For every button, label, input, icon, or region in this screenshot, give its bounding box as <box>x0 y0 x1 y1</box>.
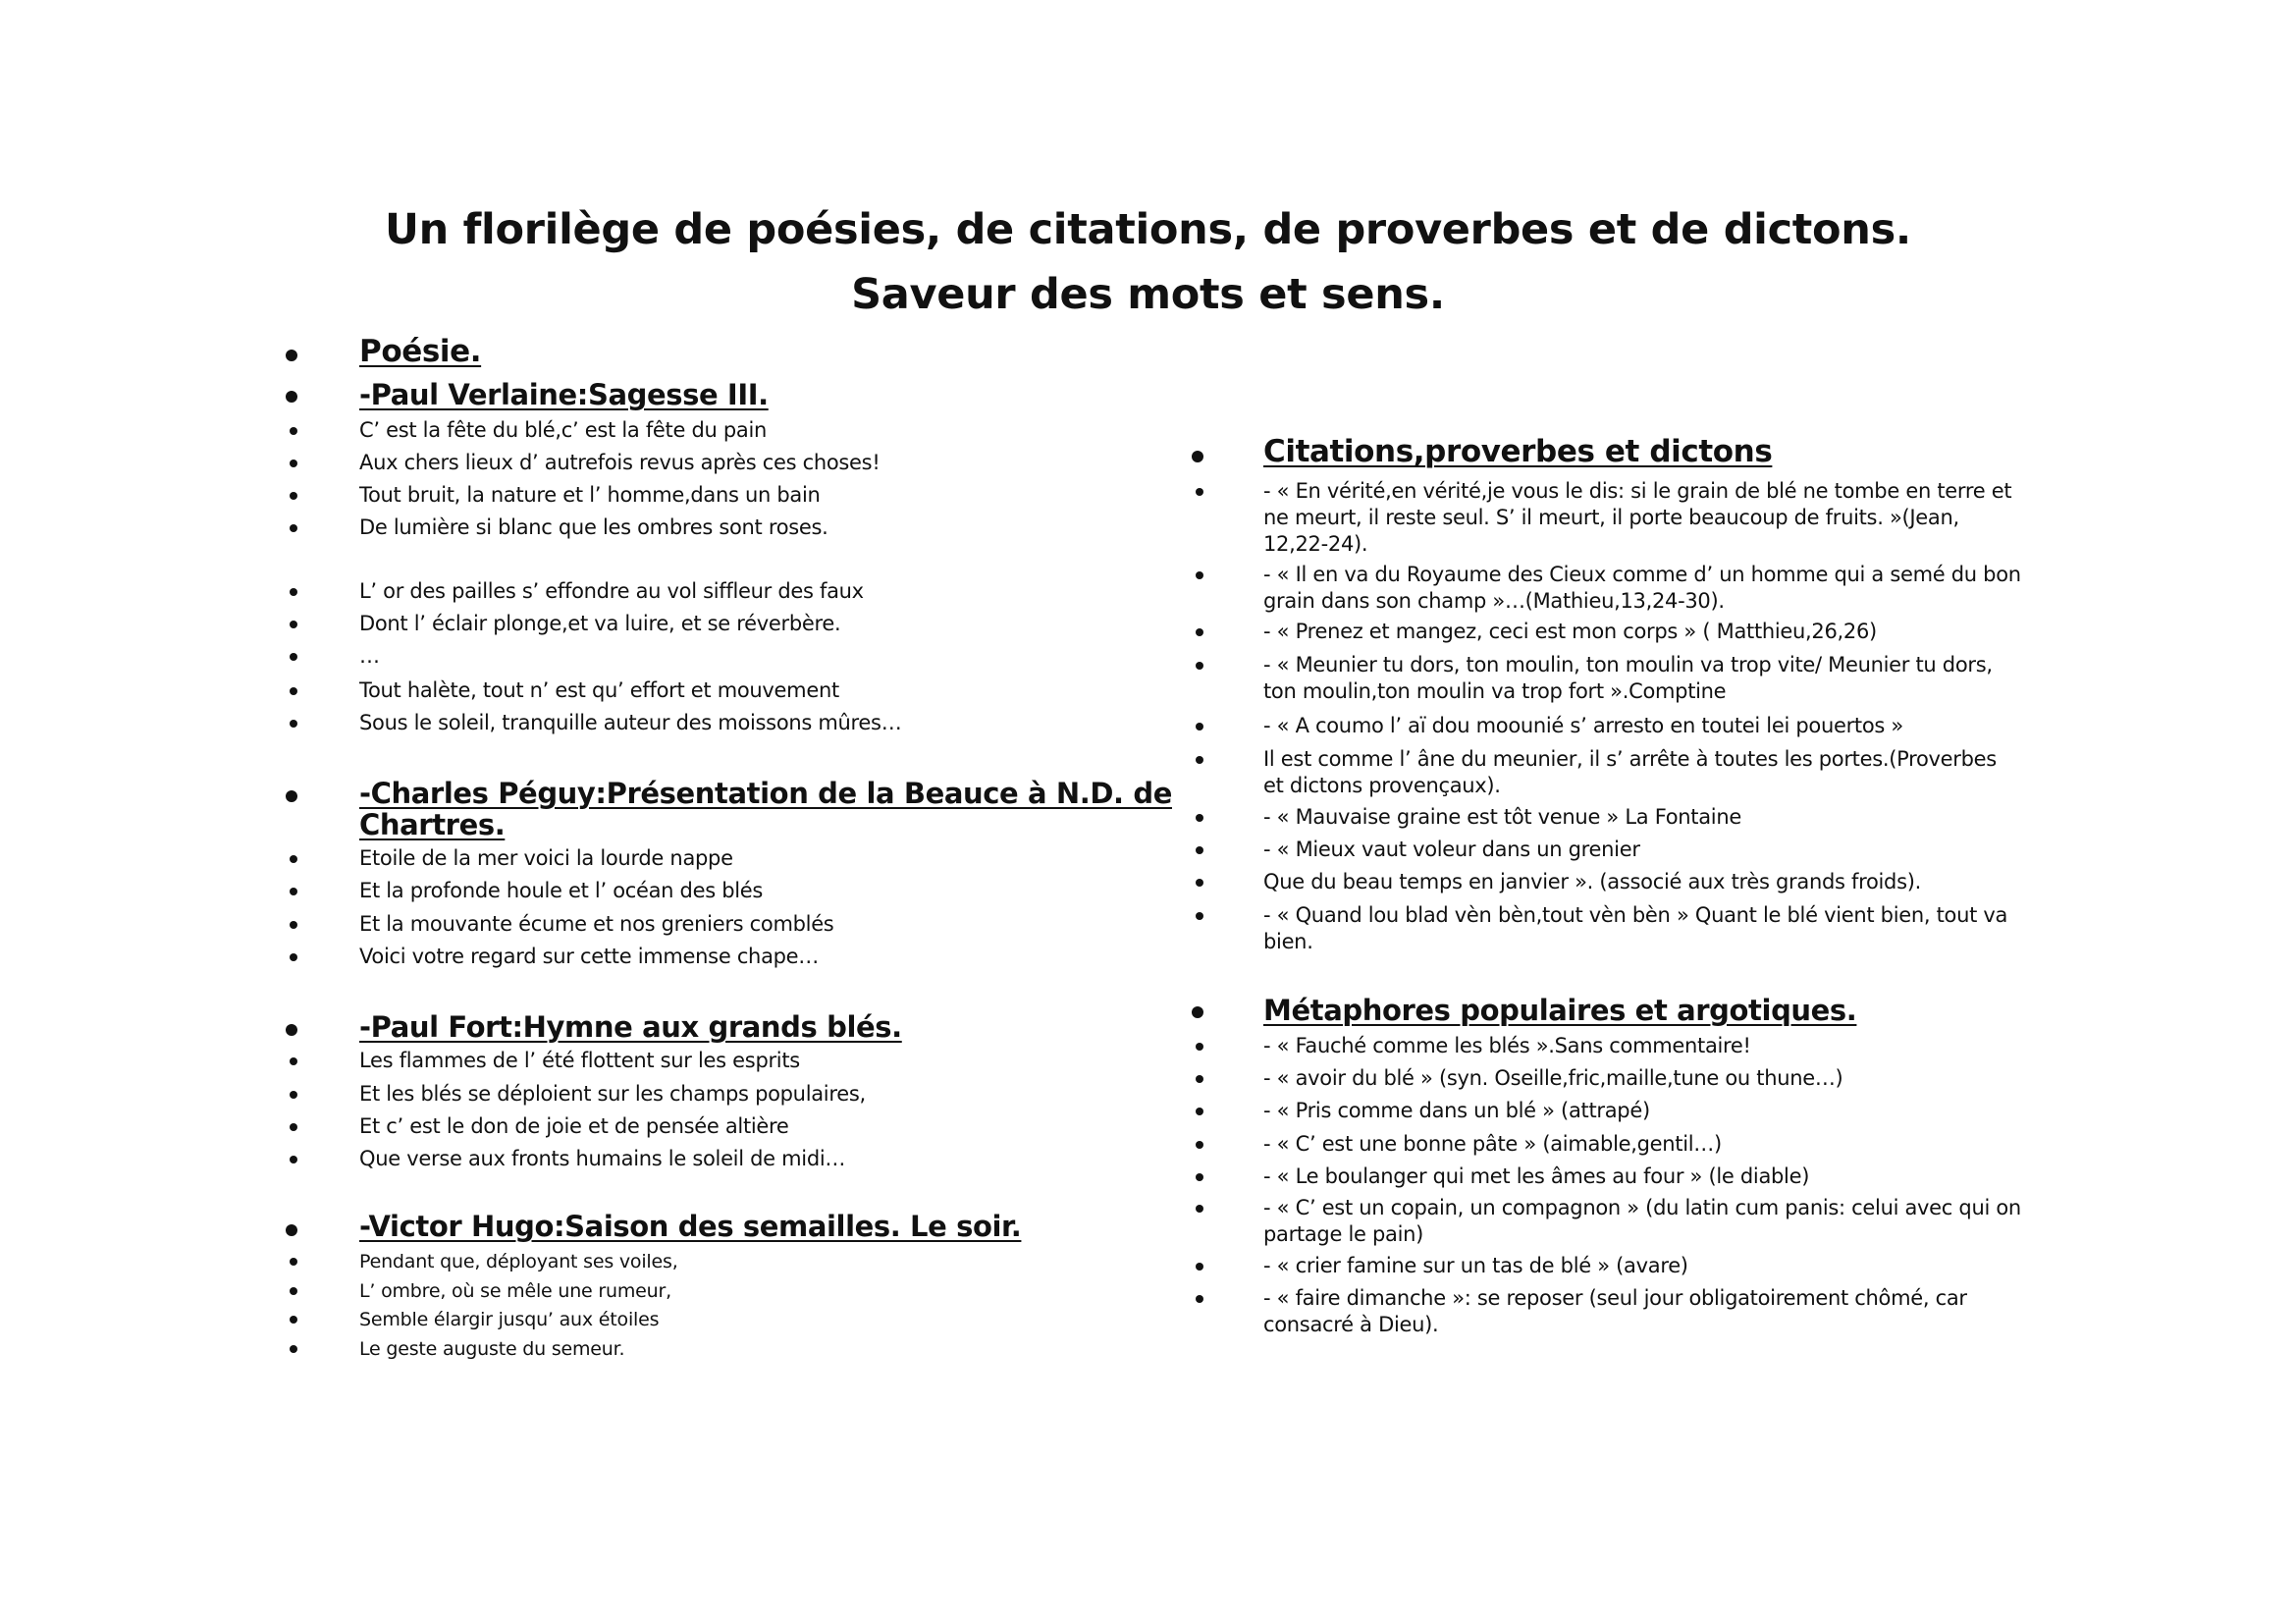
section-heading-citations: Citations,proverbes et dictons <box>1263 434 1773 469</box>
list-bullet <box>290 1123 297 1131</box>
list-bullet <box>290 1316 297 1324</box>
list-bullet <box>1196 1295 1203 1303</box>
poem-heading-hugo: -Victor Hugo:Saison des semailles. Le soir. <box>359 1210 1022 1243</box>
list-bullet <box>290 720 297 728</box>
citation-line: Il est comme l’ âne du meunier, il s’ arrête à toutes les portes.(Proverbes <box>1263 747 1997 771</box>
citation-line: - « En vérité,en vérité,je vous le dis: si le grain de blé ne tombe en terre et <box>1263 479 2012 503</box>
list-bullet <box>286 1224 297 1236</box>
list-bullet <box>1196 1141 1203 1149</box>
section-heading-metaphores: Métaphores populaires et argotiques. <box>1263 994 1857 1027</box>
poem-line: Et la mouvante écume et nos greniers comblés <box>359 912 834 936</box>
citation-line: ne meurt, il reste seul. S’ il meurt, il porte beaucoup de fruits. »(Jean, <box>1263 506 1959 529</box>
list-bullet <box>286 350 297 361</box>
page-subtitle: Saveur des mots et sens. <box>851 270 1445 319</box>
metaphor-line: partage le pain) <box>1263 1222 1424 1246</box>
list-bullet <box>1192 451 1203 462</box>
poem-line: Et c’ est le don de joie et de pensée altière <box>359 1114 789 1138</box>
poem-line: Sous le soleil, tranquille auteur des moissons mûres… <box>359 711 902 734</box>
poem-line: Aux chers lieux d’ autrefois revus après ces choses! <box>359 451 881 474</box>
poem-line: Tout halète, tout n’ est qu’ effort et mouvement <box>359 678 839 702</box>
list-bullet <box>286 1024 297 1036</box>
poem-line: De lumière si blanc que les ombres sont roses. <box>359 515 828 539</box>
list-bullet <box>290 855 297 863</box>
list-bullet <box>1196 1043 1203 1051</box>
metaphor-line: consacré à Dieu). <box>1263 1313 1439 1336</box>
poem-line: … <box>359 644 380 668</box>
section-heading-poesie: Poésie. <box>359 334 482 369</box>
metaphor-line: - « Le boulanger qui met les âmes au four » (le diable) <box>1263 1164 1810 1188</box>
poem-line: Semble élargir jusqu’ aux étoiles <box>359 1309 660 1330</box>
metaphor-line: - « faire dimanche »: se reposer (seul jour obligatoirement chômé, car <box>1263 1286 1967 1310</box>
list-bullet <box>290 1057 297 1065</box>
list-bullet <box>1196 1075 1203 1083</box>
metaphor-line: - « Fauché comme les blés ».Sans commentaire! <box>1263 1034 1751 1057</box>
citation-line: - « A coumo l’ aï dou moounié s’ arresto en toutei lei pouertos » <box>1263 714 1903 737</box>
poem-line: Le geste auguste du semeur. <box>359 1338 625 1360</box>
citation-line: - « Il en va du Royaume des Cieux comme d’ un homme qui a semé du bon <box>1263 563 2021 586</box>
poem-line: Pendant que, déployant ses voiles, <box>359 1251 678 1272</box>
metaphor-line: - « C’ est un copain, un compagnon » (du latin cum panis: celui avec qui on <box>1263 1196 2021 1219</box>
list-bullet <box>290 460 297 467</box>
metaphor-line: - « crier famine sur un tas de blé » (avare) <box>1263 1254 1688 1277</box>
list-bullet <box>1196 571 1203 579</box>
citation-line: - « Mieux vaut voleur dans un grenier <box>1263 838 1640 861</box>
list-bullet <box>1192 1006 1203 1018</box>
citation-line: Que du beau temps en janvier ». (associé aux très grands froids). <box>1263 870 1921 893</box>
poem-line: Voici votre regard sur cette immense chape… <box>359 945 819 968</box>
list-bullet <box>1196 814 1203 822</box>
list-bullet <box>1196 628 1203 636</box>
poem-line: Les flammes de l’ été flottent sur les esprits <box>359 1049 800 1072</box>
page-title: Un florilège de poésies, de citations, de proverbes et de dictons. <box>385 205 1911 254</box>
list-bullet <box>1196 1263 1203 1271</box>
list-bullet <box>290 687 297 695</box>
list-bullet <box>286 790 297 802</box>
citation-line: - « Meunier tu dors, ton moulin, ton moulin va trop vite/ Meunier tu dors, <box>1263 653 1993 676</box>
poem-heading-peguy-cont: Chartres. <box>359 808 506 841</box>
poem-line: C’ est la fête du blé,c’ est la fête du pain <box>359 418 768 442</box>
list-bullet <box>290 1287 297 1295</box>
metaphor-line: - « C’ est une bonne pâte » (aimable,gentil…) <box>1263 1132 1722 1156</box>
metaphor-line: - « Pris comme dans un blé » (attrapé) <box>1263 1099 1650 1122</box>
poem-heading-peguy: -Charles Péguy:Présentation de la Beauce à N.D. de <box>359 777 1172 810</box>
poem-heading-verlaine: -Paul Verlaine:Sagesse III. <box>359 378 769 411</box>
list-bullet <box>290 953 297 961</box>
citation-line: - « Prenez et mangez, ceci est mon corps » ( Matthieu,26,26) <box>1263 620 1877 643</box>
list-bullet <box>290 653 297 661</box>
list-bullet <box>290 492 297 500</box>
citation-line: - « Quand lou blad vèn bèn,tout vèn bèn » Quant le blé vient bien, tout va <box>1263 903 2008 927</box>
poem-heading-fort: -Paul Fort:Hymne aux grands blés. <box>359 1010 902 1044</box>
poem-line: L’ ombre, où se mêle une rumeur, <box>359 1280 671 1302</box>
poem-line: Que verse aux fronts humains le soleil de midi… <box>359 1147 846 1170</box>
list-bullet <box>290 1091 297 1099</box>
citation-line: et dictons provençaux). <box>1263 774 1501 797</box>
list-bullet <box>290 1258 297 1266</box>
list-bullet <box>290 921 297 929</box>
citation-line: 12,22-24). <box>1263 532 1368 556</box>
list-bullet <box>1196 879 1203 887</box>
list-bullet <box>290 1345 297 1353</box>
citation-line: grain dans son champ »…(Mathieu,13,24-30). <box>1263 589 1725 613</box>
poem-line: Et la profonde houle et l’ océan des blés <box>359 879 764 902</box>
poem-line: L’ or des pailles s’ effondre au vol siffleur des faux <box>359 579 864 603</box>
list-bullet <box>290 524 297 532</box>
list-bullet <box>1196 1108 1203 1115</box>
metaphor-line: - « avoir du blé » (syn. Oseille,fric,maille,tune ou thune…) <box>1263 1066 1843 1090</box>
list-bullet <box>1196 912 1203 920</box>
list-bullet <box>1196 756 1203 764</box>
list-bullet <box>290 588 297 596</box>
list-bullet <box>1196 846 1203 854</box>
citation-line: bien. <box>1263 930 1313 953</box>
poem-line: Et les blés se déploient sur les champs populaires, <box>359 1082 866 1106</box>
poem-line: Tout bruit, la nature et l’ homme,dans un bain <box>359 483 821 507</box>
list-bullet <box>1196 662 1203 670</box>
list-bullet <box>1196 723 1203 730</box>
list-bullet <box>290 888 297 895</box>
list-bullet <box>1196 1205 1203 1213</box>
list-bullet <box>290 427 297 435</box>
list-bullet <box>286 391 297 403</box>
list-bullet <box>1196 488 1203 496</box>
citation-line: ton moulin,ton moulin va trop fort ».Comptine <box>1263 679 1727 703</box>
poem-line: Dont l’ éclair plonge,et va luire, et se réverbère. <box>359 612 841 635</box>
list-bullet <box>290 1156 297 1163</box>
citation-line: - « Mauvaise graine est tôt venue » La Fontaine <box>1263 805 1741 829</box>
poem-line: Etoile de la mer voici la lourde nappe <box>359 846 733 870</box>
list-bullet <box>1196 1173 1203 1181</box>
list-bullet <box>290 621 297 628</box>
